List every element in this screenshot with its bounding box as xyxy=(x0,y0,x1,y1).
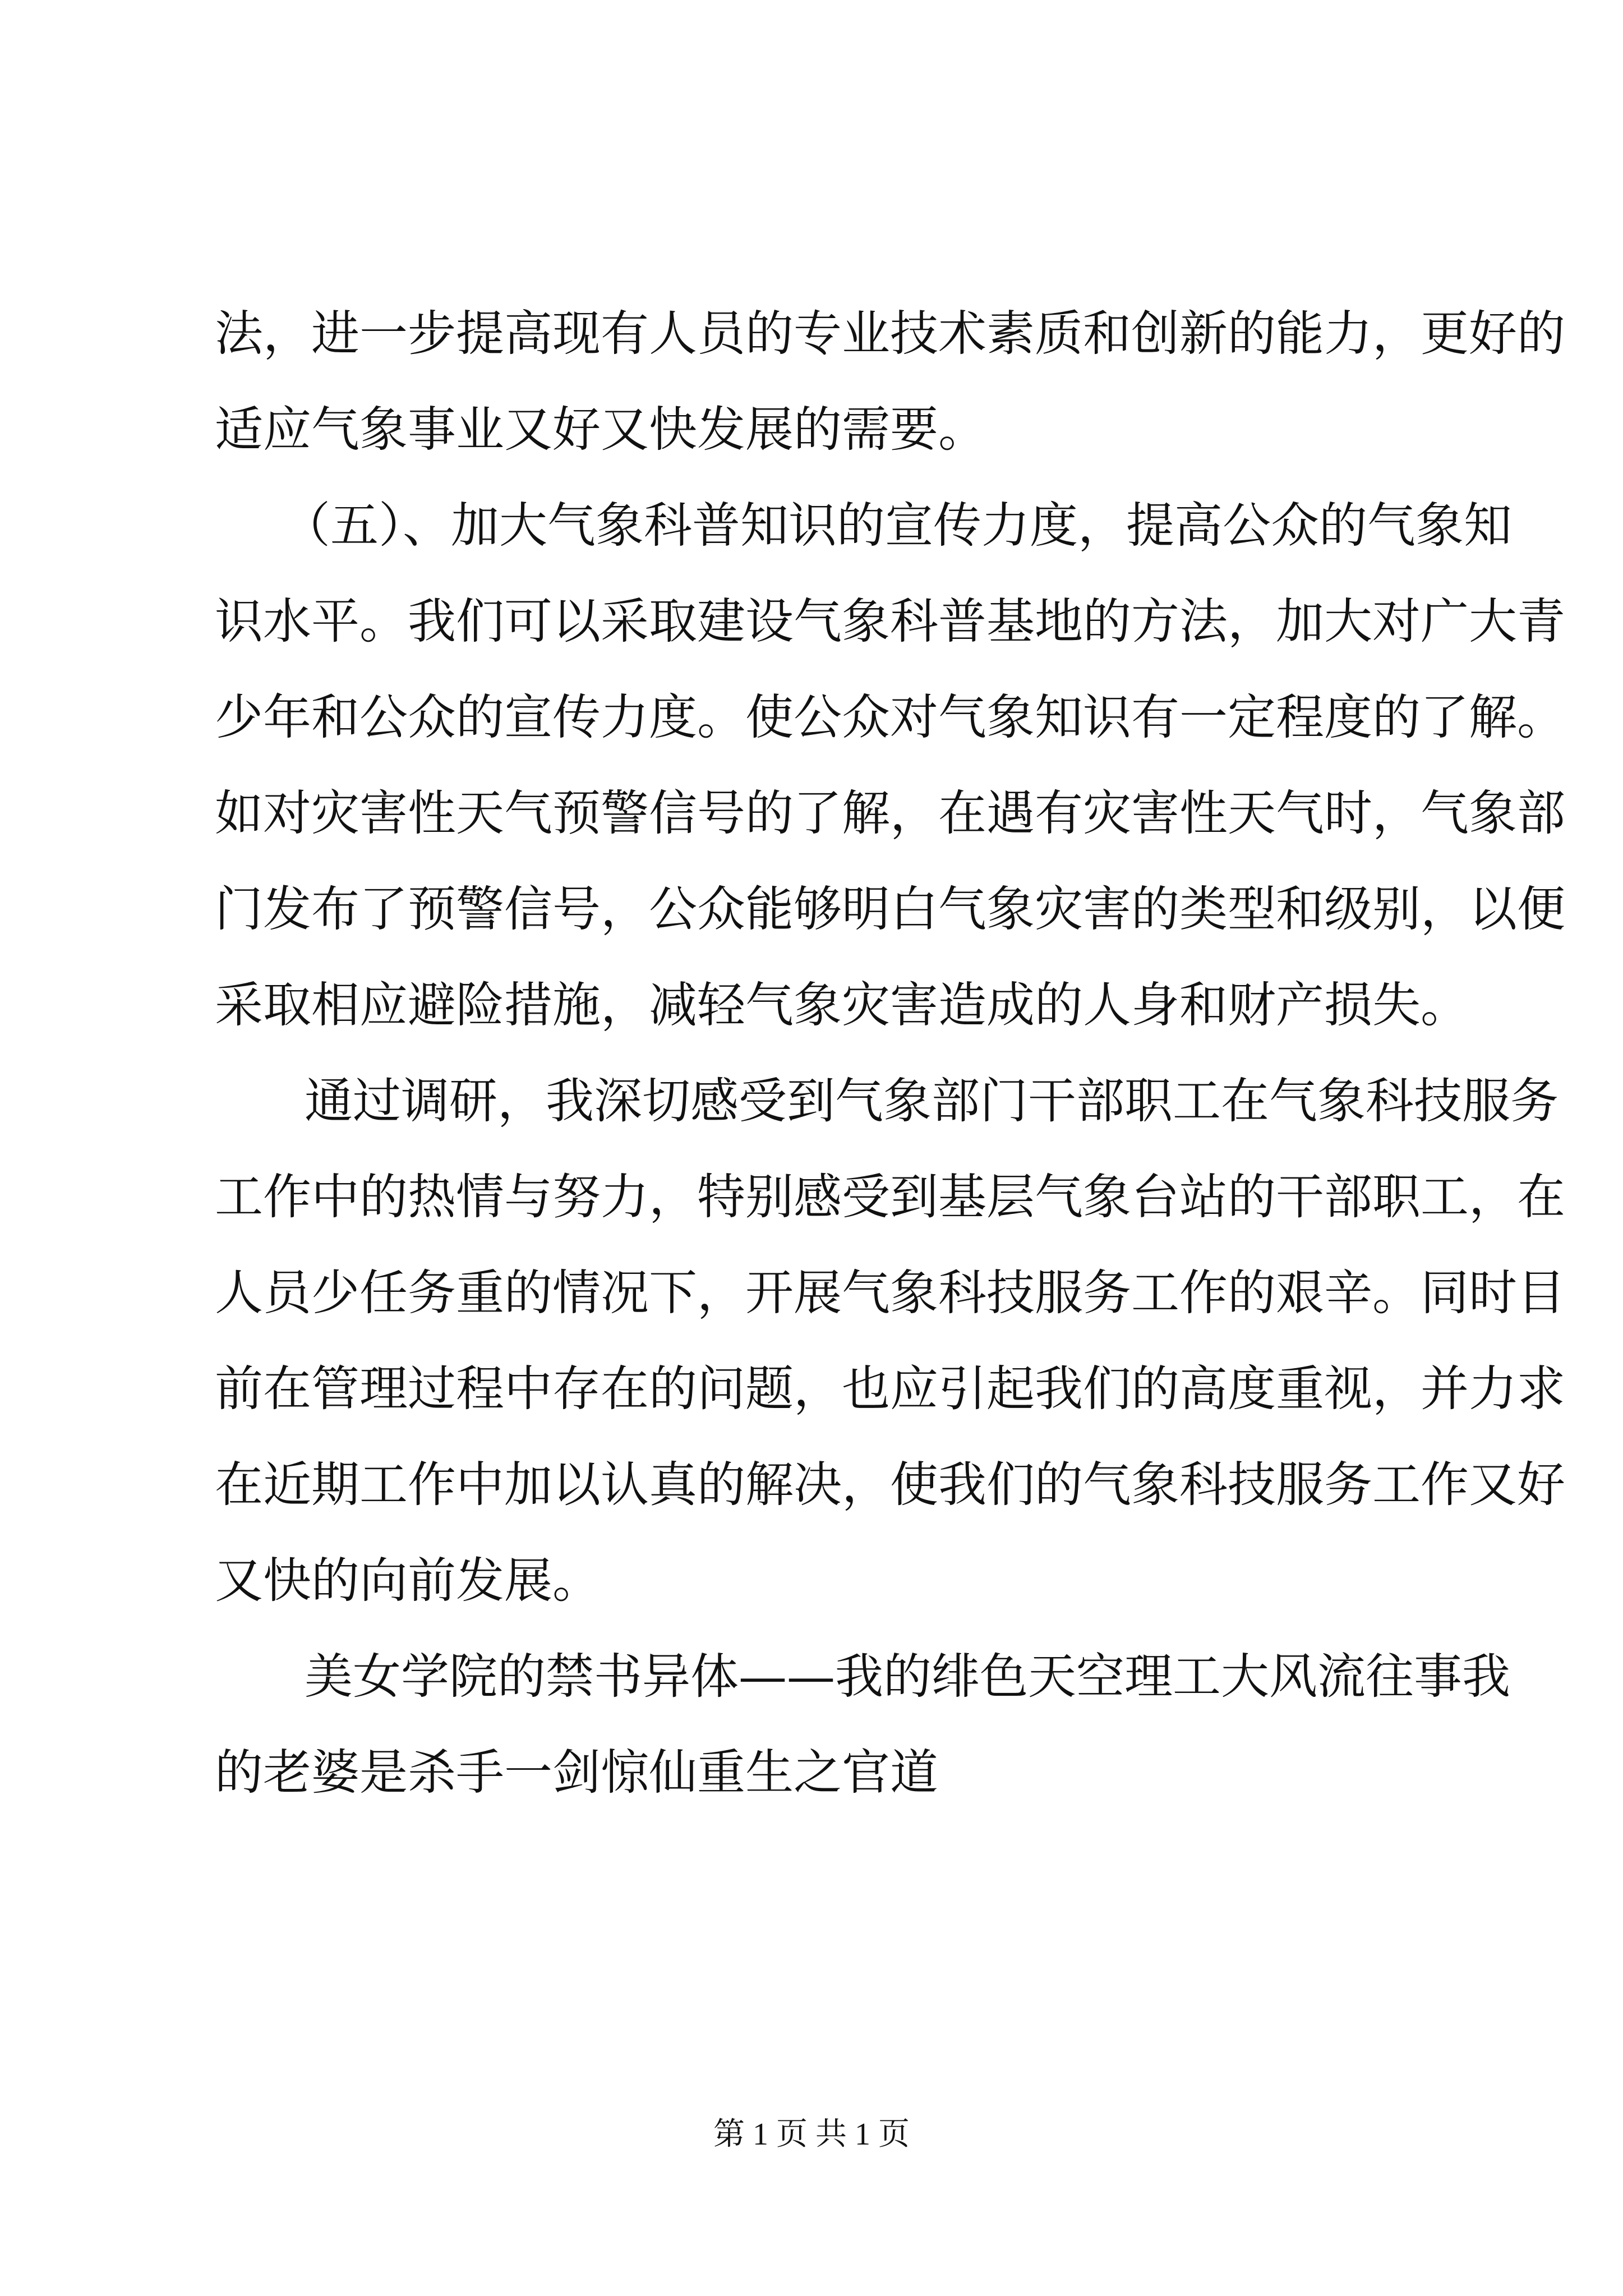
text-line: 前在管理过程中存在的问题，也应引起我们的高度重视，并力求 xyxy=(215,1361,1565,1417)
text-line: 少年和公众的宣传力度。使公众对气象知识有一定程度的了解。 xyxy=(215,689,1565,746)
text-line: 的老婆是杀手一剑惊仙重生之官道 xyxy=(215,1745,938,1801)
page-number-footer: 第 1 页 共 1 页 xyxy=(713,2117,910,2152)
text-line: 工作中的热情与努力，特别感受到基层气象台站的干部职工，在 xyxy=(215,1169,1565,1225)
document-body xyxy=(215,286,1565,1821)
text-line: 法，进一步提高现有人员的专业技术素质和创新的能力，更好的 xyxy=(215,306,1565,362)
text-line: 采取相应避险措施，减轻气象灾害造成的人身和财产损失。 xyxy=(215,977,1469,1033)
text-line: 识水平。我们可以采取建设气象科普基地的方法，加大对广大青 xyxy=(215,593,1565,650)
text-line: 美女学院的禁书异体——我的绯色天空理工大风流往事我 xyxy=(305,1649,1510,1705)
text-line: 在近期工作中加以认真的解决，使我们的气象科技服务工作又好 xyxy=(215,1457,1565,1513)
text-line: 又快的向前发展。 xyxy=(215,1553,601,1609)
text-line: 如对灾害性天气预警信号的了解，在遇有灾害性天气时，气象部 xyxy=(215,785,1565,841)
text-line: （五）、加大气象科普知识的宣传力度，提高公众的气象知 xyxy=(282,498,1512,554)
text-line: 适应气象事业又好又快发展的需要。 xyxy=(215,402,986,458)
text-line: 门发布了预警信号，公众能够明白气象灾害的类型和级别，以便 xyxy=(215,881,1565,937)
text-line: 人员少任务重的情况下，开展气象科技服务工作的艰辛。同时目 xyxy=(215,1265,1565,1321)
text-line: 通过调研，我深切感受到气象部门干部职工在气象科技服务 xyxy=(305,1073,1559,1129)
